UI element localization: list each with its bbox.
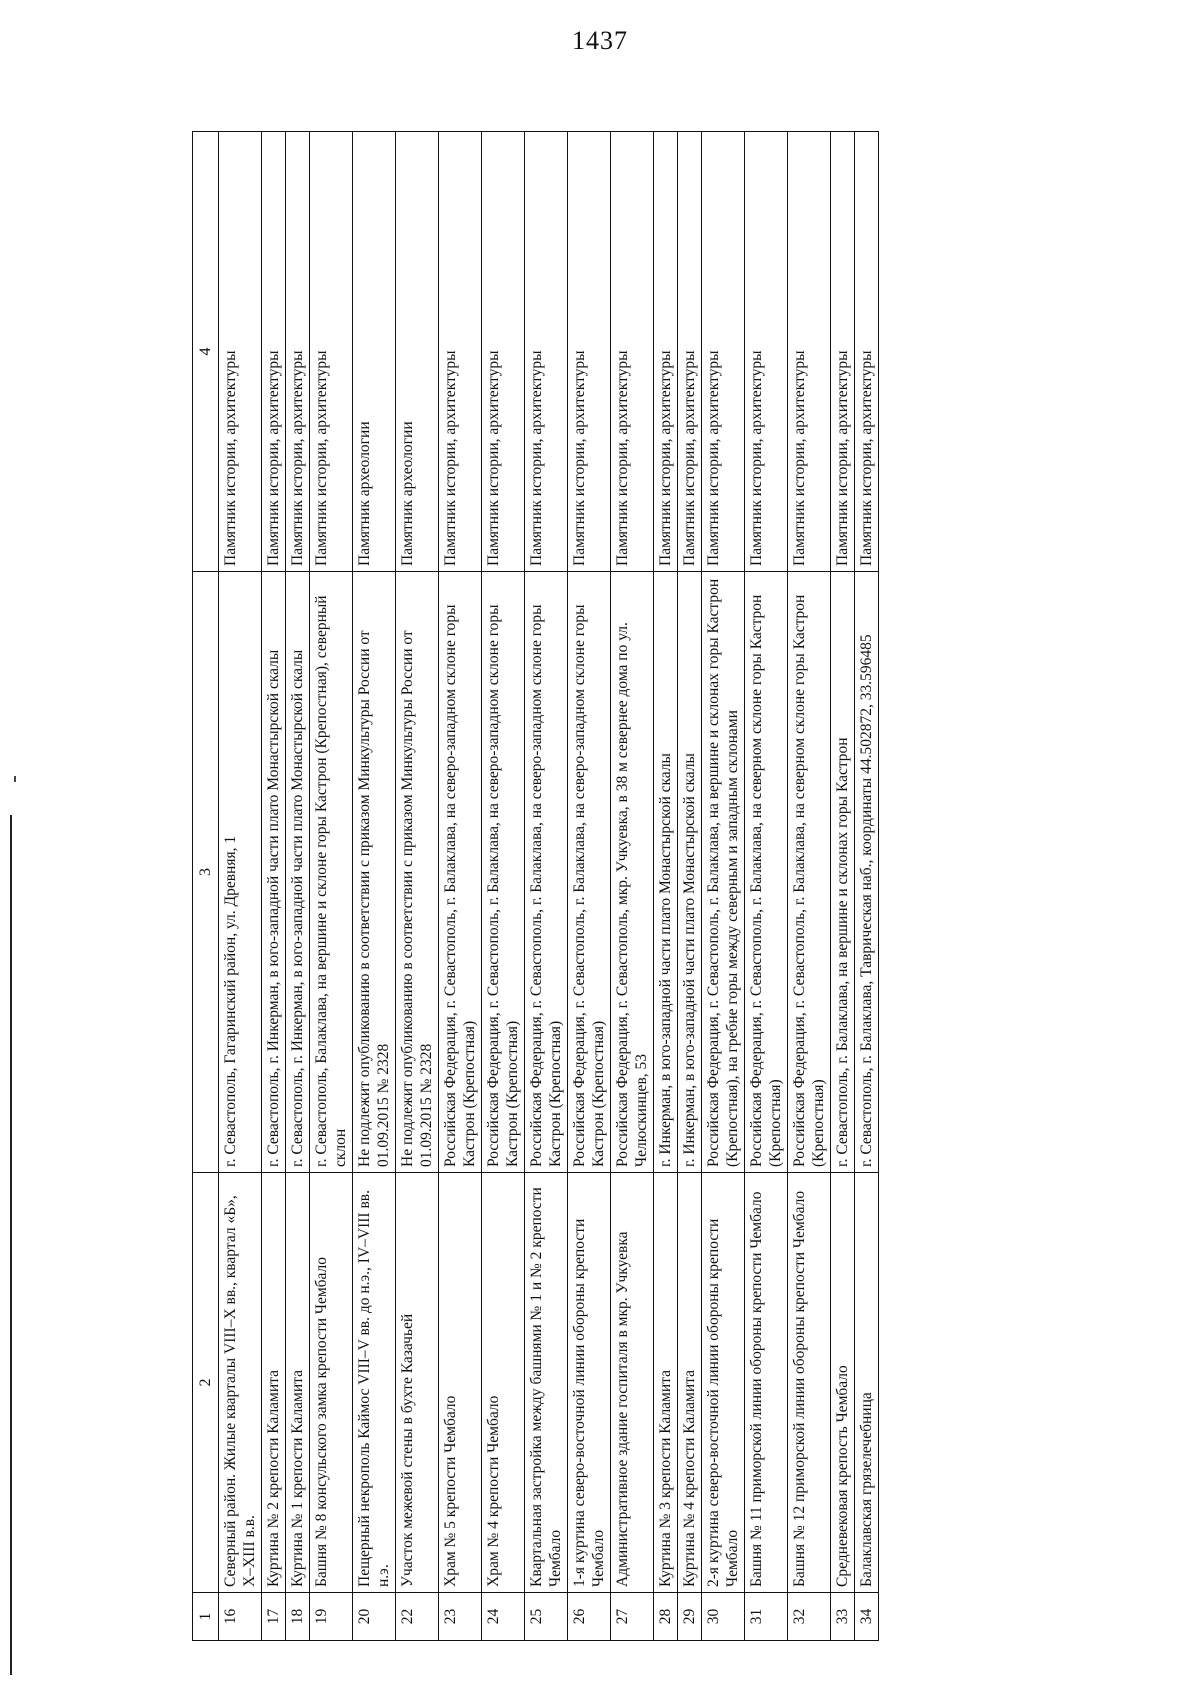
object-name: Куртина № 3 крепости Каламита	[654, 1173, 678, 1593]
table-row	[525, 132, 568, 1641]
object-address: г. Инкерман, в юго-западной части плато Монастырской скалы	[678, 572, 702, 1173]
object-name: Башня № 11 приморской линии обороны крепости Чембало	[745, 1173, 788, 1593]
table-row	[678, 132, 702, 1641]
object-name: 2-я куртина северо-восточной линии обороны крепости Чембало	[702, 1173, 745, 1593]
table-row	[745, 132, 788, 1641]
object-name: Пещерный некрополь Каймос VIII–V вв. до н.э., IV–VIII вв. н.э.	[353, 1173, 396, 1593]
object-name: Балаклавская грязелечебница	[855, 1173, 879, 1593]
object-type: Памятник истории, архитектуры	[286, 132, 310, 572]
table-row	[353, 132, 396, 1641]
table-row	[855, 132, 879, 1641]
object-type: Памятник истории, архитектуры	[702, 132, 745, 572]
table-row	[396, 132, 439, 1641]
object-name: Башня № 8 консульского замка крепости Чембало	[310, 1173, 353, 1593]
object-address: Российская Федерация, г. Севастополь, г. Балаклава, на северо-западном склоне горы Кастрон (Крепостная)	[439, 572, 482, 1173]
object-type: Памятник истории, архитектуры	[482, 132, 525, 572]
table-row	[831, 132, 855, 1641]
object-type: Памятник истории, архитектуры	[855, 132, 879, 572]
table-row	[611, 132, 654, 1641]
object-type: Памятник истории, архитектуры	[568, 132, 611, 572]
object-name: Куртина № 1 крепости Каламита	[286, 1173, 310, 1593]
table-row	[788, 132, 831, 1641]
object-type: Памятник истории, архитектуры	[310, 132, 353, 572]
object-name: Храм № 5 крепости Чембало	[439, 1173, 482, 1593]
object-address: Не подлежит опубликованию в соответствии с приказом Минкультуры России от 01.09.2015 № 2328	[353, 572, 396, 1173]
row-number: 24	[482, 1593, 525, 1641]
table-row	[262, 132, 286, 1641]
header-col-1: 1	[193, 1593, 219, 1641]
table-row	[702, 132, 745, 1641]
object-address: г. Инкерман, в юго-западной части плато Монастырской скалы	[654, 572, 678, 1173]
row-number: 30	[702, 1593, 745, 1641]
object-type: Памятник археологии	[396, 132, 439, 572]
row-number: 18	[286, 1593, 310, 1641]
object-address: Российская Федерация, г. Севастополь, г. Балаклава, на северо-западном склоне горы Кастрон (Крепостная)	[568, 572, 611, 1173]
object-address: Российская Федерация, г. Севастополь, г. Балаклава, на северо-западном склоне горы Кастрон (Крепостная)	[482, 572, 525, 1173]
object-address: г. Севастополь, Балаклава, на вершине и склоне горы Кастрон (Крепостная), северный склон	[310, 572, 353, 1173]
object-type: Памятник истории, архитектуры	[611, 132, 654, 572]
object-address: Российская Федерация, г. Севастополь, г. Балаклава, на вершине и склонах горы Кастрон (Крепостная), на гребне горы между северным и западным склонами	[702, 572, 745, 1173]
monuments-table-rotated	[192, 132, 1077, 1641]
object-name: Административное здание госпиталя в мкр. Учкуевка	[611, 1173, 654, 1593]
row-number: 34	[855, 1593, 879, 1641]
row-number: 32	[788, 1593, 831, 1641]
object-type: Памятник истории, архитектуры	[788, 132, 831, 572]
table-row	[310, 132, 353, 1641]
object-address: Не подлежит опубликованию в соответствии с приказом Минкультуры России от 01.09.2015 № 2328	[396, 572, 439, 1173]
table-header-row	[193, 132, 219, 1641]
object-type: Памятник истории, архитектуры	[525, 132, 568, 572]
header-col-3: 3	[193, 572, 219, 1173]
object-type: Памятник истории, архитектуры	[745, 132, 788, 572]
object-type: Памятник археологии	[353, 132, 396, 572]
object-name: Средневековая крепость Чембало	[831, 1173, 855, 1593]
row-number: 27	[611, 1593, 654, 1641]
row-number: 22	[396, 1593, 439, 1641]
object-address: Российская Федерация, г. Севастополь, г. Балаклава, на северном склоне горы Кастрон (Крепостная)	[745, 572, 788, 1173]
row-number: 28	[654, 1593, 678, 1641]
header-col-2: 2	[193, 1173, 219, 1593]
object-name: 1-я куртина северо-восточной линии обороны крепости Чембало	[568, 1173, 611, 1593]
object-address: г. Севастополь, г. Инкерман, в юго-западной части плато Монастырской скалы	[262, 572, 286, 1173]
object-type: Памятник истории, архитектуры	[678, 132, 702, 572]
row-number: 25	[525, 1593, 568, 1641]
row-number: 33	[831, 1593, 855, 1641]
margin-line	[10, 815, 12, 1675]
object-address: г. Севастополь, г. Инкерман, в юго-западной части плато Монастырской скалы	[286, 572, 310, 1173]
table-row	[286, 132, 310, 1641]
row-number: 29	[678, 1593, 702, 1641]
table-row	[439, 132, 482, 1641]
object-address: г. Севастополь, г. Балаклава, Таврическая наб., координаты 44.502872, 33.596485	[855, 572, 879, 1173]
object-name: Квартальная застройка между башнями № 1 и № 2 крепости Чембало	[525, 1173, 568, 1593]
object-type: Памятник истории, архитектуры	[262, 132, 286, 572]
table-row	[482, 132, 525, 1641]
object-name: Участок межевой стены в бухте Казачьей	[396, 1173, 439, 1593]
object-type: Памятник истории, архитектуры	[219, 132, 262, 572]
object-address: г. Севастополь, г. Балаклава, на вершине и склонах горы Кастрон	[831, 572, 855, 1173]
object-address: Российская Федерация, г. Севастополь, мкр. Учкуевка, в 38 м севернее дома по ул. Челюскинцев, 53	[611, 572, 654, 1173]
object-name: Башня № 12 приморской линии обороны крепости Чембало	[788, 1173, 831, 1593]
object-name: Храм № 4 крепости Чембало	[482, 1173, 525, 1593]
table-row	[568, 132, 611, 1641]
monuments-table	[192, 131, 879, 1641]
row-number: 26	[568, 1593, 611, 1641]
object-address: г. Севастополь, Гагаринский район, ул. Древняя, 1	[219, 572, 262, 1173]
object-type: Памятник истории, архитектуры	[439, 132, 482, 572]
object-type: Памятник истории, архитектуры	[831, 132, 855, 572]
header-col-4: 4	[193, 132, 219, 572]
row-number: 23	[439, 1593, 482, 1641]
object-name: Куртина № 2 крепости Каламита	[262, 1173, 286, 1593]
table-row	[654, 132, 678, 1641]
margin-mark	[14, 776, 16, 782]
row-number: 17	[262, 1593, 286, 1641]
object-address: Российская Федерация, г. Севастополь, г. Балаклава, на северо-западном склоне горы Кастрон (Крепостная)	[525, 572, 568, 1173]
object-address: Российская Федерация, г. Севастополь, г. Балаклава, на северном склоне горы Кастрон (Крепостная)	[788, 572, 831, 1173]
table-row	[219, 132, 262, 1641]
object-name: Куртина № 4 крепости Каламита	[678, 1173, 702, 1593]
object-name: Северный район. Жилые кварталы VIII–X вв., квартал «Б», X–XIII в.в.	[219, 1173, 262, 1593]
page-number: 1437	[572, 26, 628, 55]
row-number: 31	[745, 1593, 788, 1641]
row-number: 19	[310, 1593, 353, 1641]
row-number: 20	[353, 1593, 396, 1641]
object-type: Памятник истории, архитектуры	[654, 132, 678, 572]
row-number: 16	[219, 1593, 262, 1641]
